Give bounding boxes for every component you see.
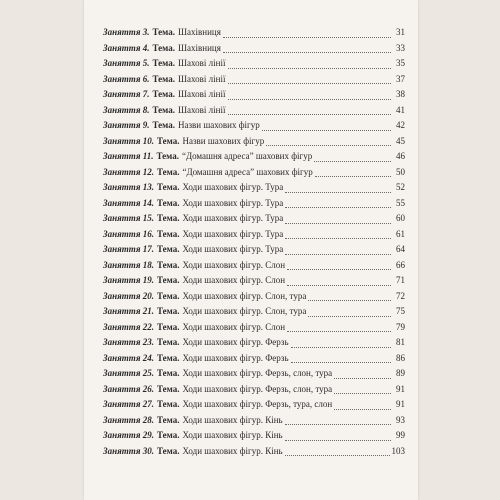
toc-dot-leader <box>334 393 391 394</box>
toc-topic-title: Ходи шахових фігур. Тура <box>182 244 284 254</box>
toc-page-number: 60 <box>396 213 405 223</box>
toc-topic-label: Тема. <box>156 228 180 239</box>
toc-dot-leader <box>262 130 391 131</box>
toc-lesson-number: Заняття 21. <box>103 306 154 316</box>
toc-topic-title: Ходи шахових фігур. Слон, тура <box>182 306 307 316</box>
toc-entry <box>103 196 405 212</box>
toc-page-number: 31 <box>396 27 405 37</box>
toc-lesson-number: Заняття 10. <box>103 135 154 146</box>
toc-entry <box>103 351 405 367</box>
toc-page-number: 91 <box>396 399 405 409</box>
toc-topic-title: Ходи шахових фігур. Слон <box>182 275 286 285</box>
toc-topic-label: Тема. <box>156 352 180 363</box>
toc-lesson-number: Заняття 8. <box>103 104 150 115</box>
toc-entry <box>103 413 405 429</box>
toc-entry <box>103 382 405 398</box>
toc-dot-leader <box>308 316 391 317</box>
toc-dot-leader <box>266 145 391 146</box>
toc-lesson-number: Заняття 24. <box>103 352 154 363</box>
toc-topic-label: Тема. <box>156 368 180 378</box>
toc-topic-label: Тема. <box>152 89 175 99</box>
toc-dot-leader <box>228 68 392 69</box>
toc-topic-title: Ходи шахових фігур. Ферзь, тура, слон <box>182 399 333 409</box>
toc-page-number: 75 <box>396 306 405 316</box>
toc-entry <box>103 227 405 243</box>
toc-dot-leader <box>285 424 391 425</box>
toc-lesson-number: Заняття 15. <box>103 213 154 223</box>
toc-topic-label: Тема. <box>156 414 180 425</box>
toc-dot-leader <box>285 192 391 193</box>
toc-page-number: 91 <box>396 383 405 394</box>
toc-topic-title: Шахівниця <box>177 27 221 37</box>
toc-topic-title: Ходи шахових фігур. Ферзь <box>182 352 289 363</box>
toc-topic-title: Ходи шахових фігур. Ферзь, слон, тура <box>182 368 333 378</box>
toc-page-number: 71 <box>396 275 405 285</box>
toc-entry <box>103 87 405 103</box>
toc-topic-label: Тема. <box>156 135 180 146</box>
toc-dot-leader <box>285 207 391 208</box>
toc-entry <box>103 304 405 320</box>
toc-lesson-number: Заняття 29. <box>103 430 154 440</box>
toc-topic-label: Тема. <box>156 151 179 161</box>
toc-topic-label: Тема. <box>156 337 180 347</box>
toc-topic-title: Шахові лінії <box>177 73 226 84</box>
toc-topic-title: Ходи шахових фігур. Слон <box>182 321 286 332</box>
toc-page-number: 50 <box>396 166 405 177</box>
toc-topic-title: Назви шахових фігур <box>182 135 265 146</box>
toc-topic-label: Тема. <box>156 197 180 208</box>
toc-page-number: 86 <box>396 352 405 363</box>
toc-page-number: 79 <box>396 321 405 332</box>
toc-entry <box>103 72 405 88</box>
toc-entry <box>103 149 405 165</box>
toc-entry <box>103 242 405 258</box>
toc-dot-leader <box>228 114 392 115</box>
toc-page-number: 99 <box>396 430 405 440</box>
toc-lesson-number: Заняття 23. <box>103 337 154 347</box>
toc-topic-label: Тема. <box>156 290 180 301</box>
toc-lesson-number: Заняття 16. <box>103 228 154 239</box>
toc-topic-label: Тема. <box>156 445 180 456</box>
toc-page-number: 45 <box>396 135 405 146</box>
toc-topic-label: Тема. <box>156 321 180 332</box>
toc-dot-leader <box>285 254 391 255</box>
toc-dot-leader <box>285 238 391 239</box>
toc-entry <box>103 335 405 351</box>
toc-entry <box>103 41 405 57</box>
toc-topic-title: Ходи шахових фігур. Ферзь <box>182 337 289 347</box>
toc-topic-title: Ходи шахових фігур. Кінь <box>182 414 283 425</box>
toc-page-number: 103 <box>391 445 405 456</box>
toc-lesson-number: Заняття 18. <box>103 259 154 270</box>
toc-entry <box>103 118 405 134</box>
toc-topic-title: Ходи шахових фігур. Тура <box>182 182 284 192</box>
toc-page-number: 72 <box>396 290 405 301</box>
toc-page-number: 42 <box>396 120 405 130</box>
toc-dot-leader <box>291 347 391 348</box>
toc-lesson-number: Заняття 27. <box>103 399 154 409</box>
toc-topic-title: Ходи шахових фігур. Тура <box>182 197 284 208</box>
toc-lesson-number: Заняття 26. <box>103 383 154 394</box>
toc-topic-label: Тема. <box>152 58 175 68</box>
toc-entry <box>103 273 405 289</box>
toc-topic-label: Тема. <box>152 73 175 84</box>
toc-page-number: 81 <box>396 337 405 347</box>
toc-entry <box>103 289 405 305</box>
toc-entry <box>103 180 405 196</box>
toc-topic-label: Тема. <box>152 27 175 37</box>
toc-lesson-number: Заняття 20. <box>103 290 154 301</box>
toc-entry <box>103 211 405 227</box>
toc-entry <box>103 320 405 336</box>
toc-page-number: 64 <box>396 244 405 254</box>
toc-topic-title: “Домашня адреса” шахових фігур <box>181 151 313 161</box>
toc-dot-leader <box>228 83 392 84</box>
toc-dot-leader <box>223 37 391 38</box>
toc-topic-title: Ходи шахових фігур. Тура <box>182 228 284 239</box>
toc-entry <box>103 165 405 181</box>
toc-topic-label: Тема. <box>156 275 180 285</box>
toc-lesson-number: Заняття 3. <box>103 27 150 37</box>
toc-topic-title: Шахівниця <box>177 42 221 53</box>
toc-page-number: 52 <box>396 182 405 192</box>
toc-lesson-number: Заняття 4. <box>103 42 150 53</box>
toc-topic-title: “Домашня адреса” шахових фігур <box>182 166 313 177</box>
book-page <box>84 0 418 500</box>
toc-dot-leader <box>314 161 391 162</box>
toc-lesson-number: Заняття 25. <box>103 368 154 378</box>
toc-lesson-number: Заняття 22. <box>103 321 154 332</box>
toc-topic-label: Тема. <box>156 399 180 409</box>
toc-entry <box>103 56 405 72</box>
toc-lesson-number: Заняття 11. <box>103 151 154 161</box>
toc-page-number: 41 <box>396 104 405 115</box>
toc-topic-title: Ходи шахових фігур. Слон <box>182 259 286 270</box>
toc-topic-label: Тема. <box>156 430 180 440</box>
toc-page-number: 66 <box>396 259 405 270</box>
toc-entry <box>103 25 405 41</box>
toc-topic-title: Ходи шахових фігур. Слон, тура <box>182 290 307 301</box>
toc-topic-title: Ходи шахових фігур. Ферзь, слон, тура <box>182 383 333 394</box>
toc-entry <box>103 134 405 150</box>
toc-entry <box>103 428 405 444</box>
toc-topic-title: Шахові лінії <box>177 89 226 99</box>
toc-lesson-number: Заняття 9. <box>103 120 150 130</box>
toc-lesson-number: Заняття 17. <box>103 244 154 254</box>
toc-page-number: 61 <box>396 228 405 239</box>
toc-topic-title: Шахові лінії <box>177 104 226 115</box>
toc-entry <box>103 258 405 274</box>
toc-dot-leader <box>285 455 390 456</box>
toc-dot-leader <box>287 331 391 332</box>
toc-dot-leader <box>291 362 391 363</box>
toc-topic-label: Тема. <box>156 166 180 177</box>
toc-lesson-number: Заняття 6. <box>103 73 150 84</box>
toc-page-number: 93 <box>396 414 405 425</box>
toc-topic-title: Ходи шахових фігур. Кінь <box>182 445 283 456</box>
toc-page-number: 38 <box>396 89 405 99</box>
toc-topic-label: Тема. <box>156 244 180 254</box>
toc-lesson-number: Заняття 12. <box>103 166 154 177</box>
toc-dot-leader <box>308 300 391 301</box>
toc-dot-leader <box>223 52 391 53</box>
toc-dot-leader <box>228 99 392 100</box>
toc-lesson-number: Заняття 14. <box>103 197 154 208</box>
toc-page-number: 37 <box>396 73 405 84</box>
toc-lesson-number: Заняття 28. <box>103 414 154 425</box>
toc-dot-leader <box>315 176 391 177</box>
toc-entry <box>103 397 405 413</box>
toc-dot-leader <box>285 223 391 224</box>
toc-page-number: 55 <box>396 197 405 208</box>
toc-page-number: 35 <box>396 58 405 68</box>
toc-lesson-number: Заняття 7. <box>103 89 150 99</box>
toc-lesson-number: Заняття 13. <box>103 182 154 192</box>
toc-lesson-number: Заняття 5. <box>103 58 150 68</box>
toc-entry <box>103 444 405 460</box>
toc-topic-label: Тема. <box>156 213 180 223</box>
toc-topic-title: Шахові лінії <box>177 58 226 68</box>
toc-topic-label: Тема. <box>152 42 175 53</box>
toc-dot-leader <box>334 409 391 410</box>
table-of-contents <box>103 25 405 459</box>
toc-page-number: 33 <box>396 42 405 53</box>
toc-topic-label: Тема. <box>152 120 175 130</box>
toc-page-number: 46 <box>396 151 405 161</box>
toc-dot-leader <box>285 440 391 441</box>
toc-topic-label: Тема. <box>152 104 175 115</box>
toc-entry <box>103 103 405 119</box>
toc-entry <box>103 366 405 382</box>
toc-topic-title: Назви шахових фігур <box>177 120 260 130</box>
toc-topic-label: Тема. <box>156 182 180 192</box>
toc-topic-label: Тема. <box>156 306 180 316</box>
toc-topic-label: Тема. <box>156 383 180 394</box>
toc-topic-label: Тема. <box>156 259 180 270</box>
toc-dot-leader <box>287 269 391 270</box>
toc-lesson-number: Заняття 19. <box>103 275 154 285</box>
toc-dot-leader <box>287 285 391 286</box>
toc-page-number: 89 <box>396 368 405 378</box>
toc-topic-title: Ходи шахових фігур. Тура <box>182 213 284 223</box>
toc-topic-title: Ходи шахових фігур. Кінь <box>182 430 283 440</box>
toc-dot-leader <box>334 378 391 379</box>
toc-lesson-number: Заняття 30. <box>103 445 154 456</box>
